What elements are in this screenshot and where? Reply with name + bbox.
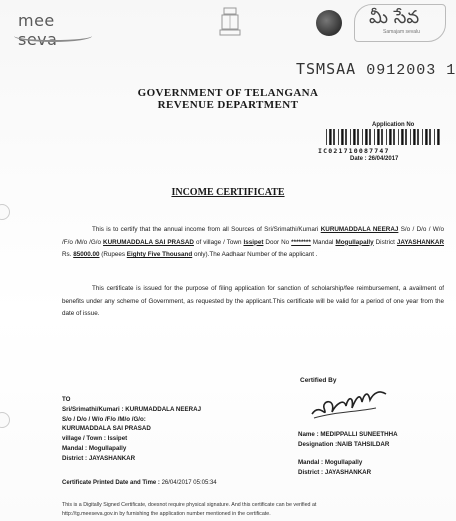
footer-line-1: This is a Digitally Signed Certificate, doesnot require physical signature. And this certificate can be verified at [62, 502, 317, 508]
applicant-name: KURUMADDALA NEERAJ [320, 226, 399, 233]
application-label: Application No [372, 122, 415, 128]
punch-hole [0, 412, 10, 428]
printed-datetime [62, 480, 217, 486]
income-amount-words: Eighty Five Thousand [126, 251, 193, 258]
certificate-paragraph-1: This is to certify that the annual income from all Sources of Sri/Srimathi/Kumari KURUMADDALA NEERAJ S/o / D/o / W/o /F/o /M/o /G/o KURUMADDALA SAI PRASAD of village / Town Issipet Door No ******** Mandal Mogullapally District JAYASHANKAR Rs. 85000.00 (Rupees Eighty Five Thousand only).The Aadhaar Number of the applicant . [62, 226, 445, 258]
recipient-district: District : JAYASHANKAR [62, 454, 136, 462]
application-number: IC021710087747 [318, 147, 390, 155]
officer-mandal: Mandal : Mogullapally [298, 459, 363, 466]
serial-code [296, 60, 456, 79]
certified-by-label: Certified By [300, 377, 337, 384]
printed-value: 26/04/2017 05:05:34 [161, 480, 217, 486]
footer-line-2: http://tg.meeseva.gov.in by furnishing the application number mentioned in the certificate. [62, 510, 271, 517]
telugu-logo-subtext: Samajam sevalu [383, 29, 420, 35]
recipient-block [62, 395, 201, 464]
serial-number: 0912003 1 [366, 62, 456, 79]
to-label: TO [62, 396, 71, 403]
government-title: GOVERNMENT OF TELANGANA [137, 87, 319, 99]
guardian-name: KURUMADDALA SAI PRASAD [103, 238, 194, 246]
signature-icon [306, 382, 392, 424]
meeseva-logo-text: mee seva [18, 11, 58, 49]
telugu-logo-text: మీ సేవ [369, 7, 420, 28]
recipient-mandal: Mandal : Mogullapally [62, 444, 127, 452]
barcode-icon [326, 129, 440, 145]
department-title: REVENUE DEPARTMENT [157, 99, 299, 111]
officer-block [298, 430, 398, 449]
recipient-name: Sri/Srimathi/Kumari : KURUMADDALA NEERAJ [62, 405, 202, 413]
footer-note [62, 501, 442, 518]
certificate-paragraph-2: This certificate is issued for the purpose of filing application for sanction of scholarship/fee reimbursement, a availment of benefits under any scheme of Government, as requested by the applicant.This certificate will be valid for a period of one year from the date of issue. [62, 285, 444, 317]
meeseva-telugu-logo [354, 4, 446, 42]
recipient-guardian: KURUMADDALA SAI PRASAD [62, 425, 151, 433]
officer-designation: Designation :NAIB TAHSILDAR [298, 440, 390, 448]
income-amount: 85000.00 [73, 251, 100, 258]
recipient-village: village / Town : Issipet [62, 435, 128, 443]
logo-swoosh [14, 30, 92, 42]
district-name: JAYASHANKAR [396, 238, 445, 246]
punch-hole [0, 204, 10, 220]
certificate-title: INCOME CERTIFICATE [171, 187, 285, 198]
meeseva-logo [14, 8, 98, 49]
printed-label: Certificate Printed Date and Time : [62, 480, 162, 486]
door-number: ******** [291, 238, 311, 246]
emblem-icon [216, 6, 244, 38]
mandal-name: Mogullapally [335, 238, 374, 246]
officer-location-block [298, 458, 371, 477]
issue-date: Date : 26/04/2017 [350, 156, 399, 162]
village-name: Issipet [243, 238, 264, 246]
serial-prefix: TSMSAA [296, 60, 357, 78]
officer-name: Name : MEDIPPALLI SUNEETHHA [298, 431, 398, 438]
recipient-relation: S/o / D/o / W/o /F/o /M/o /G/o: [62, 415, 146, 423]
telangana-seal-icon [316, 10, 342, 36]
officer-district: District : JAYASHANKAR [298, 468, 372, 476]
